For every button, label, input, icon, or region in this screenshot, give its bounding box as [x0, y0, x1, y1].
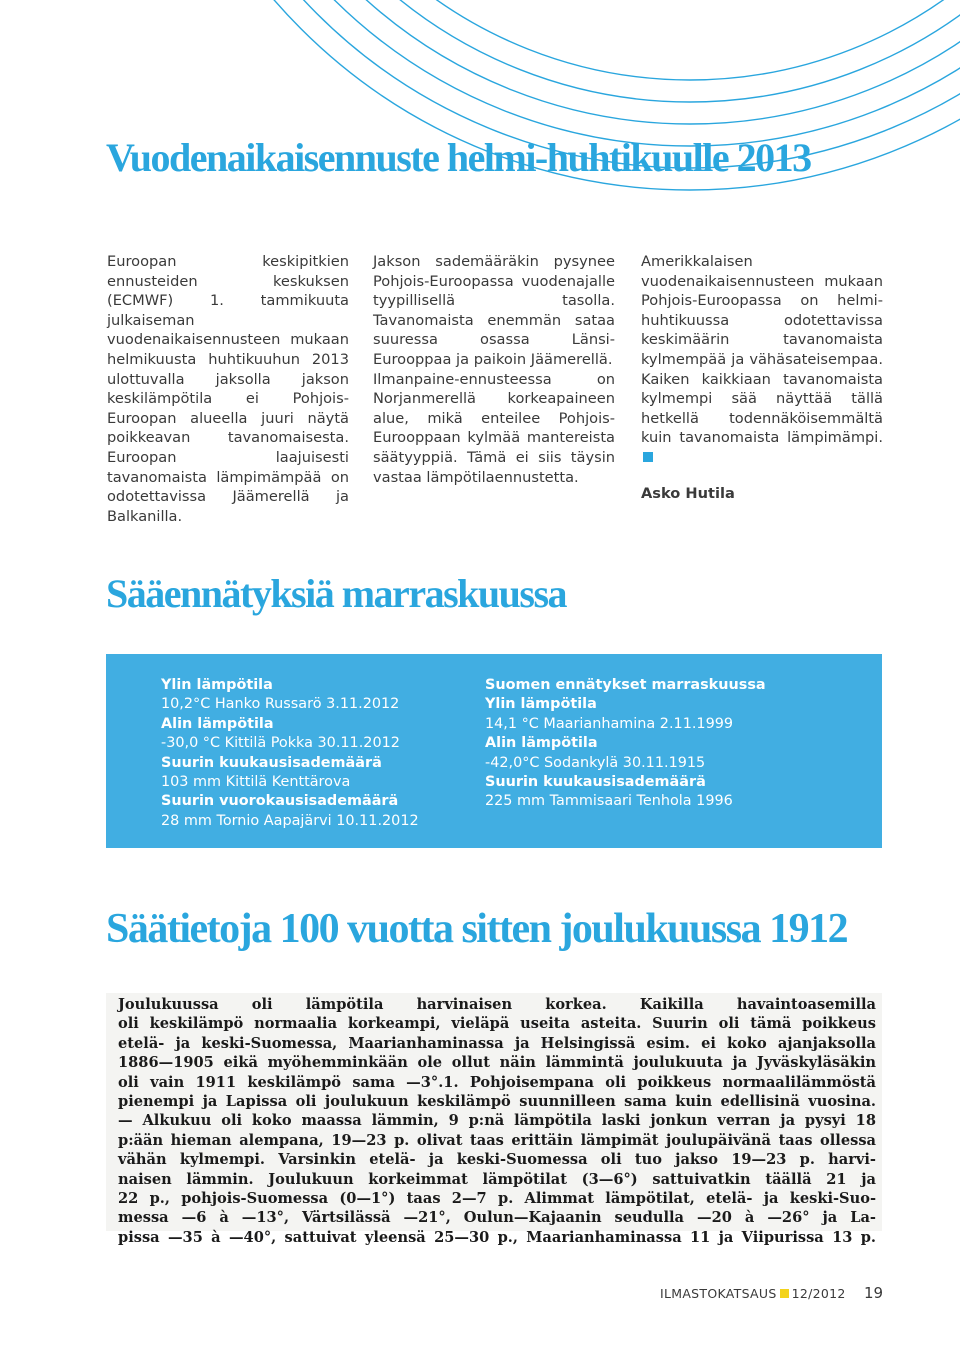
record-value: -30,0 °C Kittilä Pokka 30.11.2012: [161, 735, 400, 752]
record-value: 10,2°C Hanko Russarö 3.11.2012: [161, 696, 400, 713]
clipping-line: oli keskilämpö normaalia korkeampi, vieläpä useita asteita. Suurin oli tämä poikkeus: [118, 1015, 876, 1033]
records-subtitle: Suomen ennätykset marraskuussa: [485, 677, 766, 693]
record-label: Alin lämpötila: [485, 735, 598, 752]
author-signature: Asko Hutila: [641, 484, 735, 502]
record-label: Suurin vuorokausisademäärä: [161, 793, 399, 810]
record-label: Ylin lämpötila: [485, 696, 597, 713]
record-value: 103 mm Kittilä Kenttärova: [161, 774, 351, 791]
clipping-line: pienempi ja Lapissa oli joulukuun keskilämpö suunnilleen sama kuin edellisinä vuosina.: [118, 1093, 876, 1111]
end-mark-icon: [643, 452, 653, 462]
clipping-line: Joulukuussa oli lämpötila harvinaisen korkea. Kaikilla havaintoasemilla: [118, 996, 876, 1013]
forecast-paragraph: [641, 252, 883, 468]
clipping-line: oli vain 1911 keskilämpö sama —3°.1. Pohjoisempana oli poikkeus normaalilämmöstä: [118, 1073, 876, 1091]
forecast-paragraph-text: Amerikkalaisen vuodenaikaisennusteen mukaan Pohjois-Euroopassa on helmi-huhtikuussa odotettavissa keskimäärin tavanomaista kylmempää ja vähäsateisempaa. Kaiken kaikkiaan tavanomaista kylmempi sää näyttää tällä hetkellä todennäköisemmältä kuin tavanomaista lämpimämpi.: [641, 253, 883, 447]
issue-number: 12/2012: [791, 1286, 846, 1301]
forecast-paragraph: Jakson sademääräkin pysynee Pohjois-Euroopassa vuodenajalle tyypillisellä tasolla. Tavanomaista enemmän sataa suuressa osassa Länsi-Eurooppaa ja paikoin Jäämerellä.: [373, 253, 615, 368]
decorative-rings: [0, 0, 960, 260]
record-label: Suurin kuukausisademäärä: [161, 754, 382, 771]
clipping-line: etelä- ja keski-Suomessa, Maarianhaminassa ja Helsingissä esim. ei koko ajanjaksolla: [118, 1034, 876, 1052]
historical-clipping: [106, 993, 882, 1246]
publication-name: ILMASTOKATSAUS: [660, 1286, 777, 1301]
record-value: 28 mm Tornio Aapajärvi 10.11.2012: [161, 812, 419, 829]
clipping-line: messa —6 à —13°, Värtsilässä —21°, Oulun—Kajaanin seudulla —20 à —26° ja La-: [118, 1209, 876, 1227]
record-value: -42,0°C Sodankylä 30.11.1915: [485, 754, 706, 771]
footer-square-icon: [780, 1289, 789, 1298]
records-box: [106, 654, 882, 848]
clipping-line: naisen lämmin. Joulukuun korkeimmat lämpötilat (3—6°) sattuivatkin täällä 21 ja: [118, 1170, 876, 1188]
clipping-line: 1886—1905 eikä myöhemminkään ole ollut näin lämmintä joulukuuta ja Jyväskyläsäkin: [118, 1054, 876, 1072]
record-value: 14,1 °C Maarianhamina 2.11.1999: [485, 715, 734, 732]
records-column-finland-all-time: [485, 676, 766, 812]
forecast-heading: Vuodenaikaisennuste helmi-huhtikuulle 2013: [106, 135, 811, 180]
forecast-paragraph: Euroopan keskipitkien ennusteiden keskuksen (ECMWF) 1. tammikuuta julkaiseman vuodenaikaisennusteen mukaan helmikuusta huhtikuuhun 2013 ulottuvalla jaksolla jakson keskilämpötila ei Pohjois-Euroopan alueella juuri näytä poikkeavan tavanomaisesta. Euroopan laajuisesti tavanomaista lämpimämpää on odotettavissa Jäämerellä ja Balkanilla.: [107, 253, 349, 525]
forecast-paragraph: Ilmanpaine-ennusteessa on Norjanmerellä korkeapaineen alue, mikä enteilee Pohjois-Eurooppaan kylmää mantereista säätyyppiä. Tämä ei siis täysin vastaa lämpötilaennustetta.: [373, 370, 615, 486]
clipping-line: pissa —35 à —40°, sattuivat yleensä 25—30 p., Maarianhaminassa 11 ja Viipurissa 13 p.: [118, 1228, 876, 1246]
clipping-line: 22 p., pohjois-Suomessa (0—1°) taas 2—7 p. Alimmat lämpötilat, etelä- ja keski-Suo-: [118, 1190, 876, 1208]
clipping-line: vähän kylmempi. Varsinkin etelä- ja keski-Suomessa oli tuo jakso 19—23 p. harvi-: [118, 1151, 876, 1169]
records-heading: Sääennätyksiä marraskuussa: [106, 571, 567, 616]
footer-publication: [660, 1286, 846, 1301]
clipping-line: — Alkukuu oli koko maassa lämmin, 9 p:nä lämpötila laski jonkun verran ja pysyi 18: [118, 1112, 876, 1130]
clipping-line: p:ään hieman alempana, 19—23 p. olivat taas erittäin lämpimät joulupäivänä taas ollessa: [118, 1131, 876, 1149]
record-value: 225 mm Tammisaari Tenhola 1996: [485, 793, 733, 810]
forecast-column-3: [641, 252, 883, 503]
record-label: Suurin kuukausisademäärä: [485, 774, 706, 791]
forecast-column-1: [107, 252, 349, 526]
record-label: Alin lämpötila: [161, 715, 274, 732]
history-heading: Säätietoja 100 vuotta sitten joulukuussa 1912: [106, 906, 848, 952]
records-column-november-2012: [161, 676, 419, 831]
page-number: 19: [864, 1284, 884, 1302]
forecast-column-2: [373, 252, 615, 487]
record-label: Ylin lämpötila: [161, 677, 273, 693]
